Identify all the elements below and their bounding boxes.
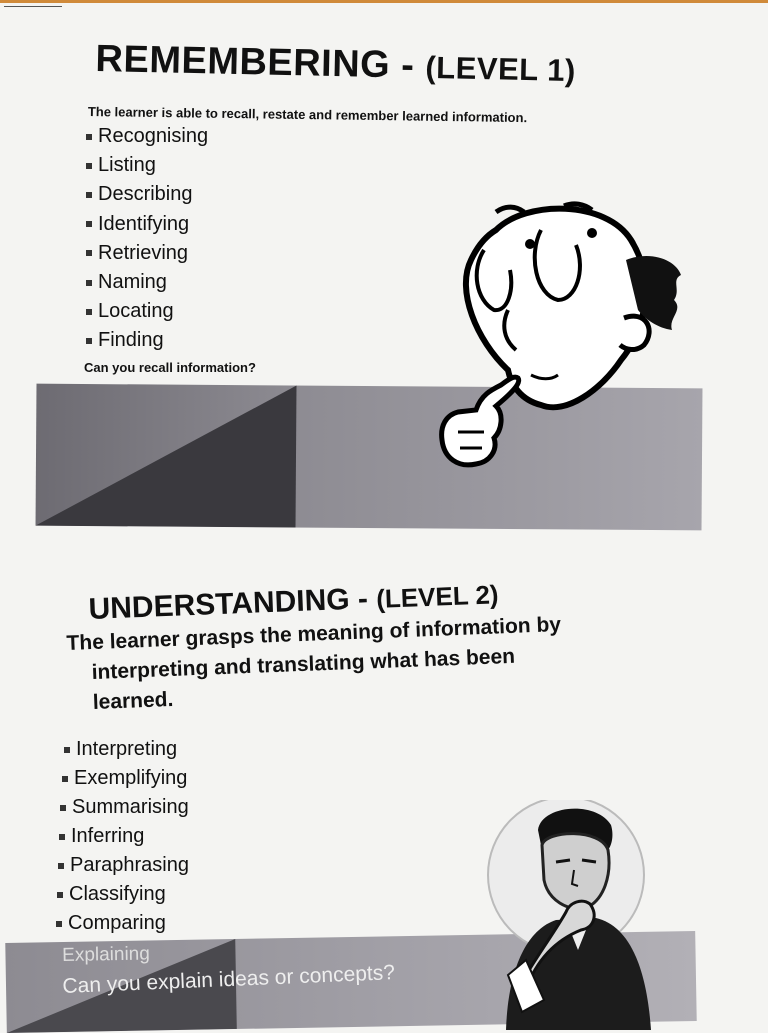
- slide-question: Can you explain ideas or concepts?: [62, 961, 396, 998]
- bullet-icon: [86, 280, 92, 286]
- level-label: (LEVEL 1): [425, 49, 577, 89]
- bullet-icon: [86, 338, 92, 344]
- bullet-icon: [86, 192, 92, 198]
- bullet-icon: [64, 747, 70, 753]
- bullet-list: [56, 735, 356, 938]
- list-item: Paraphrasing: [58, 851, 356, 880]
- list-item: Recognising: [86, 122, 386, 151]
- bullet-icon: [57, 892, 63, 898]
- bullet-icon: [86, 250, 92, 256]
- list-item: Classifying: [57, 880, 356, 909]
- list-item: Retrieving: [86, 239, 386, 268]
- bullet-list: [86, 122, 386, 356]
- slide-title: REMEMBERING - (LEVEL 1): [95, 38, 577, 89]
- bullet-icon: [56, 921, 62, 927]
- bullet-icon: [59, 834, 65, 840]
- bullet-icon: [86, 163, 92, 169]
- list-item: Identifying: [86, 210, 386, 239]
- bullet-icon: [58, 863, 64, 869]
- list-item: Interpreting: [64, 735, 356, 764]
- thinking-cartoon-illustration: [436, 200, 686, 480]
- bullet-icon: [86, 134, 92, 140]
- list-item: Listing: [86, 151, 386, 180]
- list-item-faded: Explaining: [62, 943, 151, 966]
- list-item: Describing: [86, 180, 386, 209]
- list-item: Locating: [86, 297, 386, 326]
- slide-title: UNDERSTANDING - (LEVEL 2): [88, 579, 500, 626]
- bullet-icon: [62, 776, 68, 782]
- list-item: Inferring: [59, 822, 356, 851]
- slide-intro: The learner grasps the meaning of information by interpreting and translating what has been learned.: [66, 613, 562, 715]
- slide-question: Can you recall information?: [84, 360, 256, 375]
- bullet-icon: [60, 805, 66, 811]
- slide-intro: The learner is able to recall, restate and remember learned information.: [87, 104, 528, 126]
- slide-understanding: [0, 545, 768, 1024]
- list-item: Exemplifying: [62, 764, 356, 793]
- thinking-man-illustration: [486, 800, 656, 1030]
- list-item: Finding: [86, 326, 386, 355]
- list-item: Naming: [86, 268, 386, 297]
- bullet-icon: [86, 221, 92, 227]
- list-item: Comparing: [56, 909, 356, 938]
- bullet-icon: [86, 309, 92, 315]
- band-triangle: [36, 384, 297, 528]
- level-label: (LEVEL 2): [375, 579, 500, 614]
- list-item: Summarising: [60, 793, 356, 822]
